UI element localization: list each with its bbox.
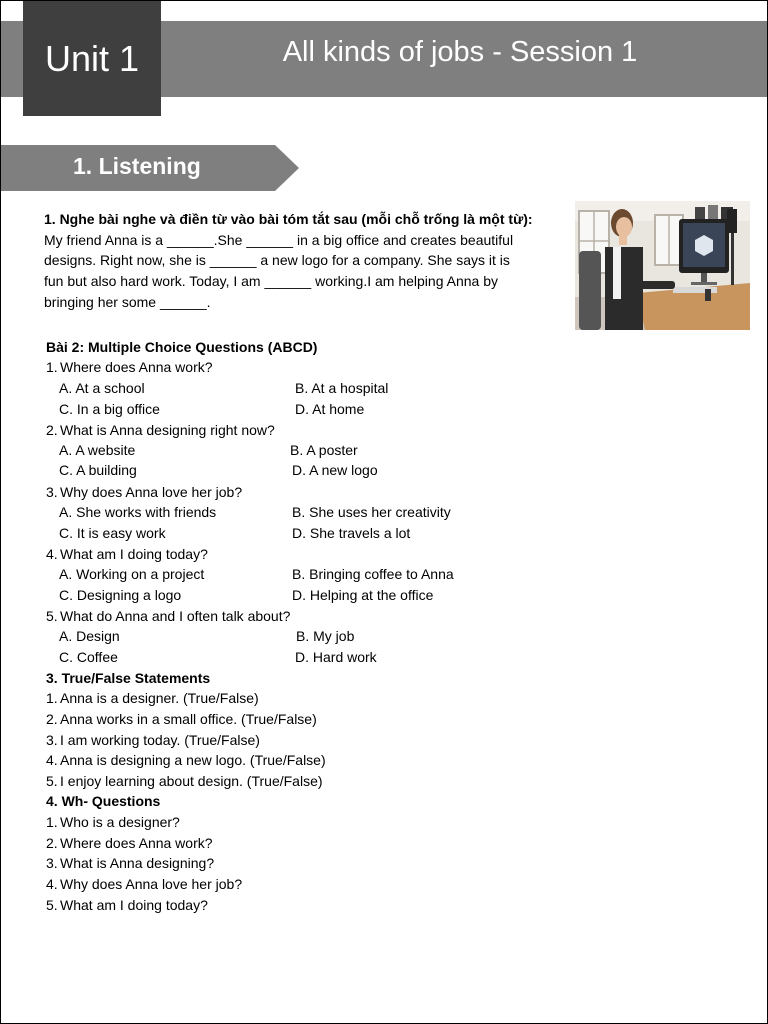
- statement-text: I enjoy learning about design. (True/False): [60, 773, 323, 789]
- option-a: A. She works with friends: [59, 504, 217, 520]
- part4-heading: 4. Wh- Questions: [46, 793, 161, 809]
- option-c: C. A building: [59, 462, 137, 478]
- section-title: 1. Listening: [73, 153, 201, 179]
- unit-box: [23, 1, 161, 116]
- option-c: C. It is easy work: [59, 525, 166, 541]
- designer-office-photo: [575, 201, 750, 330]
- question-text: What do Anna and I often talk about?: [60, 608, 291, 624]
- option-c: C. Designing a logo: [59, 587, 182, 603]
- part3-heading: 3. True/False Statements: [46, 670, 211, 686]
- option-b: B. She uses her creativity: [292, 504, 451, 520]
- summary-line: fun but also hard work. Today, I am ______ working.I am helping Anna by: [44, 273, 498, 290]
- question-text: Why does Anna love her job?: [60, 876, 243, 892]
- option-a: A. A website: [59, 442, 136, 458]
- question-number: 3.: [46, 484, 58, 500]
- question-text: Where does Anna work?: [60, 359, 213, 375]
- summary-line: My friend Anna is a ______.She ______ in a big office and creates beautiful: [44, 231, 514, 248]
- statement-text: I am working today. (True/False): [60, 732, 260, 748]
- option-a: A. At a school: [59, 380, 145, 396]
- question-text: What is Anna designing right now?: [60, 422, 275, 438]
- question-number: 4.: [46, 546, 58, 562]
- option-c: C. In a big office: [59, 401, 160, 417]
- statement-number: 5.: [46, 773, 58, 789]
- statement-number: 3.: [46, 732, 58, 748]
- option-d: D. She travels a lot: [292, 525, 411, 541]
- question-number: 4.: [46, 876, 58, 892]
- statement-text: Anna is designing a new logo. (True/False): [60, 752, 326, 768]
- question-text: What am I doing today?: [60, 546, 208, 562]
- option-b: B. My job: [296, 628, 355, 644]
- option-b: B. Bringing coffee to Anna: [292, 566, 454, 582]
- option-d: D. At home: [295, 401, 365, 417]
- option-a: A. Working on a project: [59, 566, 205, 582]
- option-b: B. A poster: [290, 442, 358, 458]
- question-number: 1.: [46, 814, 58, 830]
- question-number: 5.: [46, 608, 58, 624]
- statement-text: Anna is a designer. (True/False): [60, 690, 259, 706]
- question-text: Who is a designer?: [60, 814, 180, 830]
- summary-line: designs. Right now, she is ______ a new logo for a company. She says it is: [44, 252, 510, 269]
- section-banner: [1, 145, 299, 191]
- question-number: 2.: [46, 835, 58, 851]
- listening-summary: [44, 209, 574, 313]
- option-d: D. Hard work: [295, 649, 377, 665]
- question-number: 5.: [46, 897, 58, 913]
- summary-line: bringing her some ______.: [44, 293, 211, 310]
- lesson-title: All kinds of jobs - Session 1: [282, 36, 638, 68]
- option-a: A. Design: [59, 628, 120, 644]
- option-d: D. Helping at the office: [292, 587, 434, 603]
- question-text: Where does Anna work?: [60, 835, 213, 851]
- question-text: What is Anna designing?: [60, 855, 215, 871]
- question-number: 3.: [46, 855, 58, 871]
- option-d: D. A new logo: [292, 462, 378, 478]
- part1-heading: 1. Nghe bài nghe và điền từ vào bài tóm tắt sau (mỗi chỗ trống là một từ):: [44, 211, 533, 227]
- statement-number: 4.: [46, 752, 58, 768]
- unit-label: Unit 1: [44, 37, 140, 79]
- question-text: What am I doing today?: [60, 897, 208, 913]
- question-number: 2.: [46, 422, 58, 438]
- question-text: Why does Anna love her job?: [60, 484, 243, 500]
- question-number: 1.: [46, 359, 58, 375]
- option-c: C. Coffee: [59, 649, 118, 665]
- option-b: B. At a hospital: [295, 380, 389, 396]
- statement-text: Anna works in a small office. (True/False): [60, 711, 317, 727]
- statement-number: 1.: [46, 690, 58, 706]
- statement-number: 2.: [46, 711, 58, 727]
- part2-heading: Bài 2: Multiple Choice Questions (ABCD): [46, 339, 318, 355]
